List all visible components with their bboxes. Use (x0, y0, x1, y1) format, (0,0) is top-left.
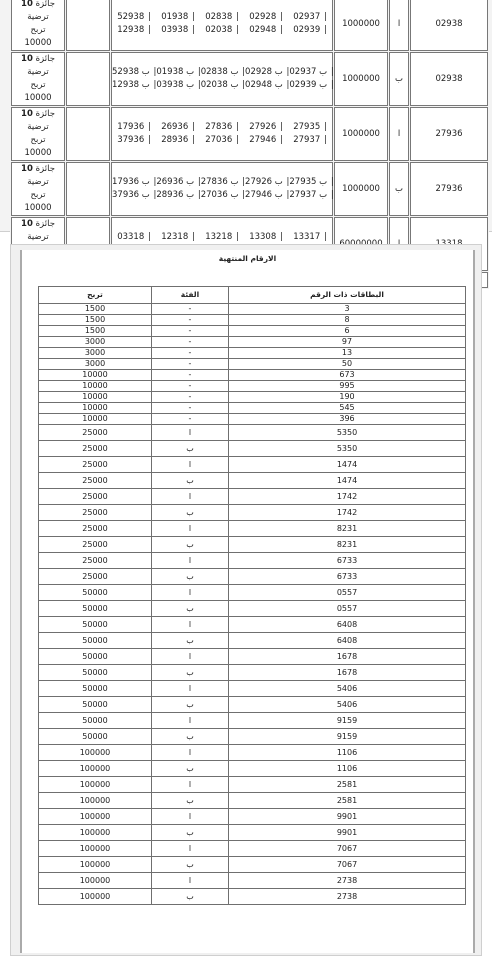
prize-cell: 100000 (39, 873, 152, 889)
card-number-cell: 6408 (229, 617, 466, 633)
prize-cell: 1500 (39, 315, 152, 326)
prize-label: جائزة ترضية (27, 54, 55, 77)
near-number: 02928 ب | (245, 67, 290, 77)
class-cell: - (152, 337, 229, 348)
consolation-prize-cell (11, 0, 65, 51)
header-class: الفئة (152, 287, 229, 304)
class-cell: - (152, 315, 229, 326)
class-cell: ب (389, 162, 409, 216)
near-number: 13218 | (205, 232, 239, 242)
top-result-row (11, 0, 488, 51)
card-number-cell: 2581 (229, 777, 466, 793)
table-row (39, 441, 466, 457)
ending-numbers-table (38, 286, 466, 905)
table-row (39, 315, 466, 326)
table-row (39, 681, 466, 697)
class-cell: - (152, 370, 229, 381)
prize-cell: 100000 (39, 889, 152, 905)
prize-cell: 25000 (39, 489, 152, 505)
prize-cell: 100000 (39, 841, 152, 857)
table-row (39, 403, 466, 414)
card-number-cell: 6408 (229, 633, 466, 649)
class-cell: - (152, 348, 229, 359)
class-cell: - (152, 392, 229, 403)
table-row (39, 729, 466, 745)
table-row (39, 521, 466, 537)
table-row (39, 326, 466, 337)
consolation-prize-cell (11, 52, 65, 106)
prize-cell: 50000 (39, 713, 152, 729)
table-row (39, 370, 466, 381)
near-number: 26936 ب | (156, 177, 201, 187)
table-row (39, 857, 466, 873)
section-title: الارقام المنتهية (218, 254, 277, 263)
card-number-cell: 7067 (229, 857, 466, 873)
near-number: 01938 ب | (156, 67, 201, 77)
card-number-cell: 97 (229, 337, 466, 348)
table-row (39, 601, 466, 617)
card-number-cell: 3 (229, 304, 466, 315)
prize-amount-cell: 1000000 (334, 107, 388, 161)
class-cell: ا (389, 0, 409, 51)
near-number: 28936 | (161, 135, 195, 145)
near-number: 27836 | (205, 122, 239, 132)
prize-cell: 25000 (39, 521, 152, 537)
card-number-cell: 1742 (229, 489, 466, 505)
prize-count: 10 (21, 109, 33, 119)
card-number-cell: 2581 (229, 793, 466, 809)
table-row (39, 697, 466, 713)
prize-cell: 25000 (39, 569, 152, 585)
prize-cell: 50000 (39, 729, 152, 745)
class-cell: - (152, 403, 229, 414)
prize-cell: 3000 (39, 337, 152, 348)
table-row (39, 569, 466, 585)
class-cell: ا (389, 107, 409, 161)
prize-cell: 100000 (39, 761, 152, 777)
prize-cell: 25000 (39, 425, 152, 441)
table-row (39, 649, 466, 665)
prize-amount-cell: 1000000 (334, 52, 388, 106)
table-row (39, 793, 466, 809)
class-cell: ا (152, 425, 229, 441)
class-cell: ا (152, 809, 229, 825)
card-number-cell: 0557 (229, 585, 466, 601)
near-number: 27036 | (205, 135, 239, 145)
prize-label: جائزة ترضية (27, 164, 55, 187)
card-number-cell: 1474 (229, 457, 466, 473)
near-number: 02937 ب | (289, 67, 334, 77)
card-number-cell: 1678 (229, 665, 466, 681)
near-number: 02948 | (249, 25, 283, 35)
near-number: 27937 | (293, 135, 327, 145)
near-number: 26936 | (161, 122, 195, 132)
card-number-cell: 1474 (229, 473, 466, 489)
class-cell: ا (152, 873, 229, 889)
class-cell: ا (152, 777, 229, 793)
class-cell: - (152, 381, 229, 392)
class-cell: ب (152, 633, 229, 649)
prize-cell: 50000 (39, 633, 152, 649)
prize-count: 10 (21, 0, 33, 9)
prize-cell: 100000 (39, 809, 152, 825)
table-row (39, 505, 466, 521)
near-numbers-cell (111, 162, 333, 216)
prize-cell: 50000 (39, 585, 152, 601)
prize-cell: 25000 (39, 537, 152, 553)
table-row (39, 489, 466, 505)
class-cell: ب (152, 825, 229, 841)
card-number-cell: 5406 (229, 697, 466, 713)
prize-amount: 10000 (24, 93, 52, 103)
class-cell: ا (152, 521, 229, 537)
prize-cell: 50000 (39, 681, 152, 697)
prize-cell: 100000 (39, 745, 152, 761)
near-number: 12318 | (161, 232, 195, 242)
consolation-prize-cell (11, 107, 65, 161)
prize-label: جائزة ترضية (27, 219, 55, 242)
prize-cell: 10000 (39, 403, 152, 414)
class-cell: ب (152, 537, 229, 553)
near-number: 52938 ب | (112, 67, 157, 77)
class-cell: ب (152, 505, 229, 521)
card-number-cell: 9901 (229, 809, 466, 825)
prize-label: جائزة ترضية (27, 0, 55, 22)
near-number: 02038 | (205, 25, 239, 35)
card-number-cell: 7067 (229, 841, 466, 857)
prize-amount: 10000 (24, 203, 52, 213)
card-number-cell: 1106 (229, 761, 466, 777)
prize-cell: 25000 (39, 553, 152, 569)
card-number-cell: 396 (229, 414, 466, 425)
table-row (39, 337, 466, 348)
prize-cell: 10000 (39, 414, 152, 425)
prize-cell: 25000 (39, 457, 152, 473)
near-number: 02038 ب | (200, 80, 246, 90)
table-row (39, 745, 466, 761)
near-number: 27836 ب | (200, 177, 246, 187)
top-result-row (11, 162, 488, 216)
class-cell: ا (152, 649, 229, 665)
table-row (39, 359, 466, 370)
class-cell: ب (152, 697, 229, 713)
card-number-cell: 1106 (229, 745, 466, 761)
card-number-cell: 1678 (229, 649, 466, 665)
prize-win-label: تربح (30, 190, 46, 200)
card-number-cell: 190 (229, 392, 466, 403)
prize-cell: 50000 (39, 617, 152, 633)
table-row (39, 553, 466, 569)
top-result-row (11, 52, 488, 106)
near-number: 03318 | (117, 232, 151, 242)
class-cell: ب (152, 889, 229, 905)
card-number-cell: 2738 (229, 889, 466, 905)
near-number: 27946 | (249, 135, 283, 145)
card-number-cell: 6733 (229, 553, 466, 569)
table-row (39, 633, 466, 649)
card-number-cell: 50 (229, 359, 466, 370)
table-row (39, 537, 466, 553)
near-number: 02937 | (293, 12, 327, 22)
near-number: 17936 ب | (112, 177, 157, 187)
class-cell: ا (152, 553, 229, 569)
prize-cell: 10000 (39, 370, 152, 381)
prize-cell: 100000 (39, 825, 152, 841)
prize-cell: 3000 (39, 348, 152, 359)
near-numbers-cell (111, 0, 333, 51)
class-cell: ب (389, 52, 409, 106)
class-cell: - (152, 304, 229, 315)
near-number: 27935 ب | (289, 177, 334, 187)
card-number-cell: 0557 (229, 601, 466, 617)
prize-win-label: تربح (30, 135, 46, 145)
card-number-cell: 8231 (229, 537, 466, 553)
near-number: 37936 | (117, 135, 151, 145)
ending-numbers-section (10, 244, 482, 956)
class-cell: ا (152, 489, 229, 505)
table-row (39, 585, 466, 601)
empty-cell (66, 52, 110, 106)
near-number: 02948 ب | (245, 80, 290, 90)
prize-cell: 50000 (39, 665, 152, 681)
card-number-cell: 9159 (229, 713, 466, 729)
card-number-cell: 673 (229, 370, 466, 381)
near-number: 02928 | (249, 12, 283, 22)
card-number-cell: 5350 (229, 425, 466, 441)
card-number-cell: 6 (229, 326, 466, 337)
prize-amount: 10000 (24, 38, 52, 48)
table-row (39, 889, 466, 905)
near-number: 03938 ب | (156, 80, 201, 90)
top-result-row (11, 107, 488, 161)
prize-cell: 50000 (39, 601, 152, 617)
table-row (39, 873, 466, 889)
class-cell: ا (152, 841, 229, 857)
header-cards: البطاقات ذات الرقم (229, 287, 466, 304)
near-number: 02838 ب | (200, 67, 246, 77)
prize-win-label: تربح (30, 80, 46, 90)
table-row (39, 825, 466, 841)
table-header-row (39, 287, 466, 304)
table-row (39, 348, 466, 359)
near-number: 27935 | (293, 122, 327, 132)
near-number: 01938 | (161, 12, 195, 22)
prize-count: 10 (21, 54, 33, 64)
card-number-cell: 9901 (229, 825, 466, 841)
table-row (39, 713, 466, 729)
prize-cell: 25000 (39, 505, 152, 521)
class-cell: ب (152, 761, 229, 777)
card-number-cell: 13 (229, 348, 466, 359)
table-row (39, 414, 466, 425)
winning-number-cell: 27936 (410, 107, 488, 161)
class-cell: ب (152, 793, 229, 809)
prize-amount-cell: 1000000 (334, 162, 388, 216)
near-number: 27926 | (249, 122, 283, 132)
card-number-cell: 8231 (229, 521, 466, 537)
class-cell: ب (152, 473, 229, 489)
prize-cell: 100000 (39, 857, 152, 873)
class-cell: ب (152, 601, 229, 617)
prize-cell: 50000 (39, 697, 152, 713)
ending-numbers-panel (20, 250, 475, 953)
near-number: 17936 | (117, 122, 151, 132)
near-number: 27926 ب | (245, 177, 290, 187)
winning-number-cell: 27936 (410, 162, 488, 216)
near-number: 12938 | (117, 25, 151, 35)
table-row (39, 809, 466, 825)
prize-cell: 100000 (39, 793, 152, 809)
class-cell: ب (152, 729, 229, 745)
table-row (39, 473, 466, 489)
winning-number-cell: 02938 (410, 0, 488, 51)
prize-cell: 25000 (39, 473, 152, 489)
class-cell: ا (152, 457, 229, 473)
card-number-cell: 5350 (229, 441, 466, 457)
near-number: 02939 ب | (289, 80, 334, 90)
empty-cell (66, 0, 110, 51)
near-number: 27036 ب | (200, 190, 246, 200)
near-number: 28936 ب | (156, 190, 201, 200)
near-number: 52938 | (117, 12, 151, 22)
table-row (39, 841, 466, 857)
prize-cell: 25000 (39, 441, 152, 457)
card-number-cell: 545 (229, 403, 466, 414)
near-number: 27937 ب | (289, 190, 334, 200)
header-prize: تربح (39, 287, 152, 304)
class-cell: - (152, 359, 229, 370)
prize-cell: 10000 (39, 381, 152, 392)
table-row (39, 392, 466, 403)
table-row (39, 304, 466, 315)
class-cell: ب (152, 665, 229, 681)
top-results-section (0, 0, 492, 242)
prize-label: جائزة ترضية (27, 109, 55, 132)
near-number: 02939 | (293, 25, 327, 35)
table-row (39, 617, 466, 633)
table-row (39, 665, 466, 681)
prize-cell: 50000 (39, 649, 152, 665)
near-number: 03938 | (161, 25, 195, 35)
table-row (39, 777, 466, 793)
card-number-cell: 6733 (229, 569, 466, 585)
near-numbers-cell (111, 107, 333, 161)
table-row (39, 457, 466, 473)
class-cell: ب (152, 569, 229, 585)
card-number-cell: 1742 (229, 505, 466, 521)
prize-win-label: تربح (30, 25, 46, 35)
prize-cell: 100000 (39, 777, 152, 793)
near-number: 13308 | (249, 232, 283, 242)
card-number-cell: 2738 (229, 873, 466, 889)
class-cell: ا (152, 681, 229, 697)
table-row (39, 761, 466, 777)
class-cell: - (152, 414, 229, 425)
table-row (39, 425, 466, 441)
empty-cell (66, 162, 110, 216)
card-number-cell: 995 (229, 381, 466, 392)
prize-amount-cell: 1000000 (334, 0, 388, 51)
prize-amount: 10000 (24, 148, 52, 158)
near-number: 37936 ب | (112, 190, 157, 200)
prize-count: 10 (21, 164, 33, 174)
prize-cell: 10000 (39, 392, 152, 403)
near-number: 12938 ب | (112, 80, 157, 90)
near-numbers-cell (111, 52, 333, 106)
class-cell: ا (152, 585, 229, 601)
prize-cell: 1500 (39, 326, 152, 337)
winning-number-cell: 02938 (410, 52, 488, 106)
card-number-cell: 9159 (229, 729, 466, 745)
class-cell: ا (152, 713, 229, 729)
empty-cell (66, 107, 110, 161)
class-cell: ب (152, 441, 229, 457)
near-number: 13317 | (293, 232, 327, 242)
prize-count: 10 (21, 219, 33, 229)
card-number-cell: 5406 (229, 681, 466, 697)
consolation-prize-cell (11, 162, 65, 216)
near-number: 27946 ب | (245, 190, 290, 200)
card-number-cell: 8 (229, 315, 466, 326)
class-cell: ا (152, 745, 229, 761)
class-cell: ب (152, 857, 229, 873)
class-cell: - (152, 326, 229, 337)
prize-cell: 3000 (39, 359, 152, 370)
table-row (39, 381, 466, 392)
prize-cell: 1500 (39, 304, 152, 315)
class-cell: ا (152, 617, 229, 633)
near-number: 02838 | (205, 12, 239, 22)
